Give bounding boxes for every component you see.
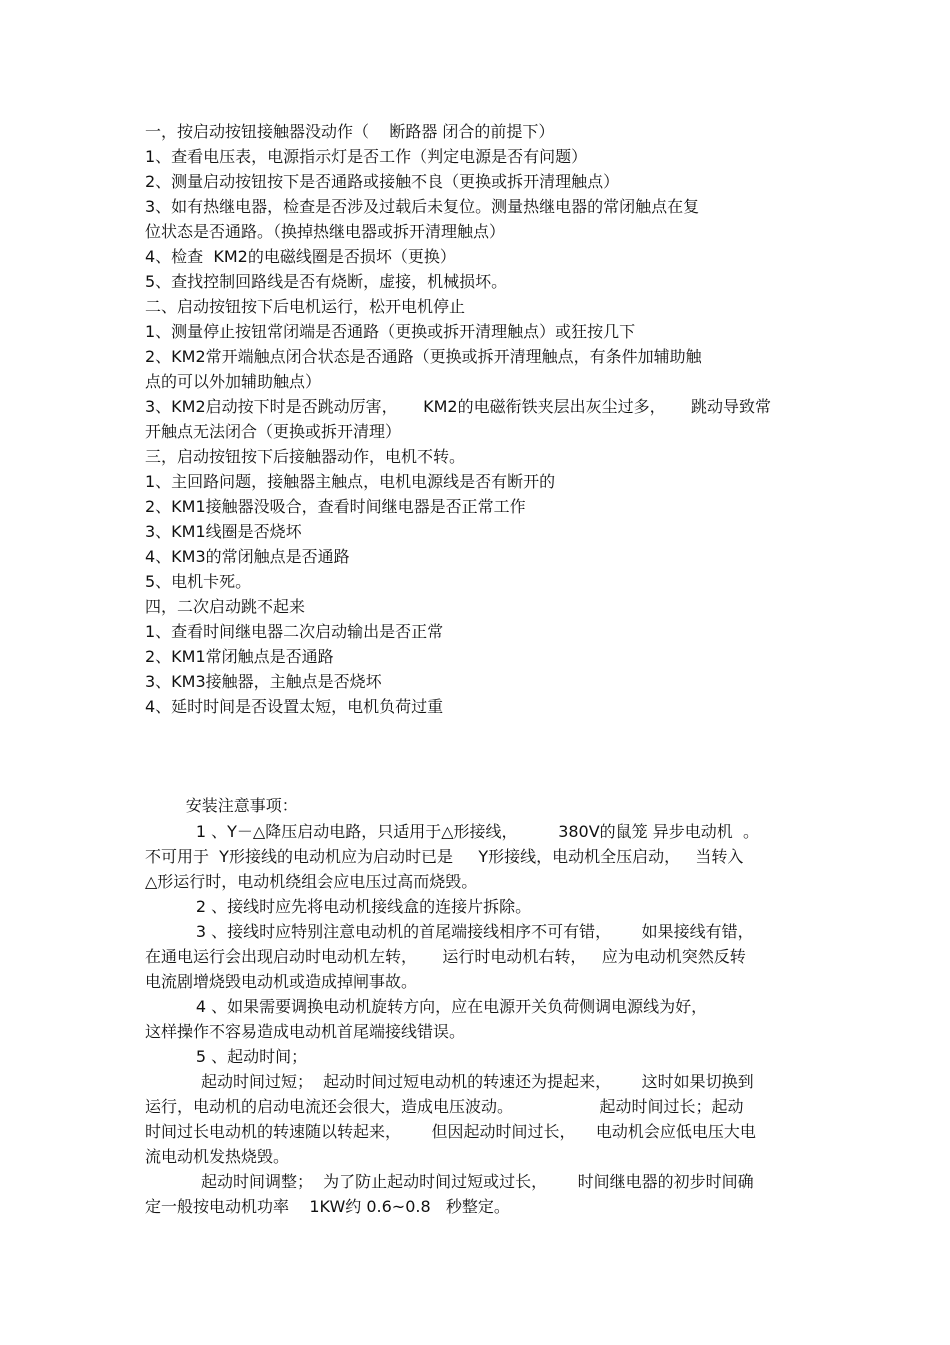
- text-line: 位状态是否通路。（换掉热继电器或拆开清理触点）: [145, 222, 506, 241]
- text-line: 这样操作不容易造成电动机首尾端接线错误。: [145, 1022, 466, 1041]
- text-line: 起动时间调整； 为了防止起动时间过短或过长， 时间继电器的初步时间确: [145, 1172, 754, 1191]
- text-line: 2、KM1常闭触点是否通路: [145, 647, 334, 666]
- text-line: 开触点无法闭合（更换或拆开清理）: [145, 422, 402, 441]
- text-line: 1、测量停止按钮常闭端是否通路（更换或拆开清理触点）或狂按几下: [145, 322, 636, 341]
- text-line: 5、查找控制回路线是否有烧断，虚接，机械损坏。: [145, 272, 508, 291]
- text-line: 3、KM3接触器，主触点是否烧坏: [145, 672, 382, 691]
- text-line: 1、查看电压表，电源指示灯是否工作（判定电源是否有问题）: [145, 147, 588, 166]
- text-line: 定一般按电动机功率 1KW约 0.6~0.8 秒整定。: [145, 1197, 510, 1216]
- text-line: 2、KM1接触器没吸合，查看时间继电器是否正常工作: [145, 497, 526, 516]
- text-line: 1 、Y－△降压启动电路，只适用于△形接线， 380V的鼠笼 异步电动机 。: [145, 822, 759, 841]
- text-line: 2、测量启动按钮按下是否通路或接触不良（更换或拆开清理触点）: [145, 172, 620, 191]
- text-line: 4 、如果需要调换电动机旋转方向，应在电源开关负荷侧调电源线为好，: [145, 997, 708, 1016]
- text-line: 一，按启动按钮接触器没动作（ 断路器 闭合的前提下）: [145, 122, 555, 141]
- text-line: 不可用于 Y形接线的电动机应为启动时已是 Y形接线，电动机全压启动， 当转入: [145, 847, 744, 866]
- text-line: 2、KM2常开端触点闭合状态是否通路（更换或拆开清理触点，有条件加辅助触: [145, 347, 702, 366]
- text-line: 点的可以外加辅助触点）: [145, 372, 322, 391]
- text-line: 5、电机卡死。: [145, 572, 252, 591]
- text-line: 4、检查 KM2的电磁线圈是否损坏（更换）: [145, 247, 456, 266]
- text-line: 4、KM3的常闭触点是否通路: [145, 547, 350, 566]
- text-line: 运行，电动机的启动电流还会很大，造成电压波动。 起动时间过长；起动: [145, 1097, 744, 1116]
- text-line: 二、启动按钮按下后电机运行，松开电机停止: [145, 297, 466, 316]
- text-line: 三，启动按钮按下后接触器动作，电机不转。: [145, 447, 466, 466]
- text-line: 3、KM1线圈是否烧坏: [145, 522, 302, 541]
- text-line: △形运行时，电动机绕组会应电压过高而烧毁。: [145, 872, 478, 891]
- text-line: 1、主回路问题，接触器主触点，电机电源线是否有断开的: [145, 472, 556, 491]
- text-line: 3、如有热继电器，检查是否涉及过载后未复位。测量热继电器的常闭触点在复: [145, 197, 700, 216]
- text-line: 电流剧增烧毁电动机或造成掉闸事故。: [145, 972, 418, 991]
- text-line: 3 、接线时应特别注意电动机的首尾端接线相序不可有错， 如果接线有错，: [145, 922, 754, 941]
- text-line: 起动时间过短； 起动时间过短电动机的转速还为提起来， 这时如果切换到: [145, 1072, 754, 1091]
- text-line: 5 、起动时间；: [145, 1047, 308, 1066]
- text-line: 1、查看时间继电器二次启动输出是否正常: [145, 622, 444, 641]
- text-line: 4、延时时间是否设置太短，电机负荷过重: [145, 697, 444, 716]
- text-line: 2 、接线时应先将电动机接线盒的连接片拆除。: [145, 897, 532, 916]
- text-line: 安装注意事项：: [145, 796, 298, 815]
- text-line: 流电动机发热烧毁。: [145, 1147, 290, 1166]
- text-line: 四，二次启动跳不起来: [145, 597, 306, 616]
- text-line: 时间过长电动机的转速随以转起来， 但因起动时间过长， 电动机会应低电压大电: [145, 1122, 756, 1141]
- text-line: 在通电运行会出现启动时电动机左转， 运行时电动机右转， 应为电动机突然反转: [145, 947, 746, 966]
- text-line: 3、KM2启动按下时是否跳动厉害， KM2的电磁衔铁夹层出灰尘过多， 跳动导致常: [145, 397, 771, 416]
